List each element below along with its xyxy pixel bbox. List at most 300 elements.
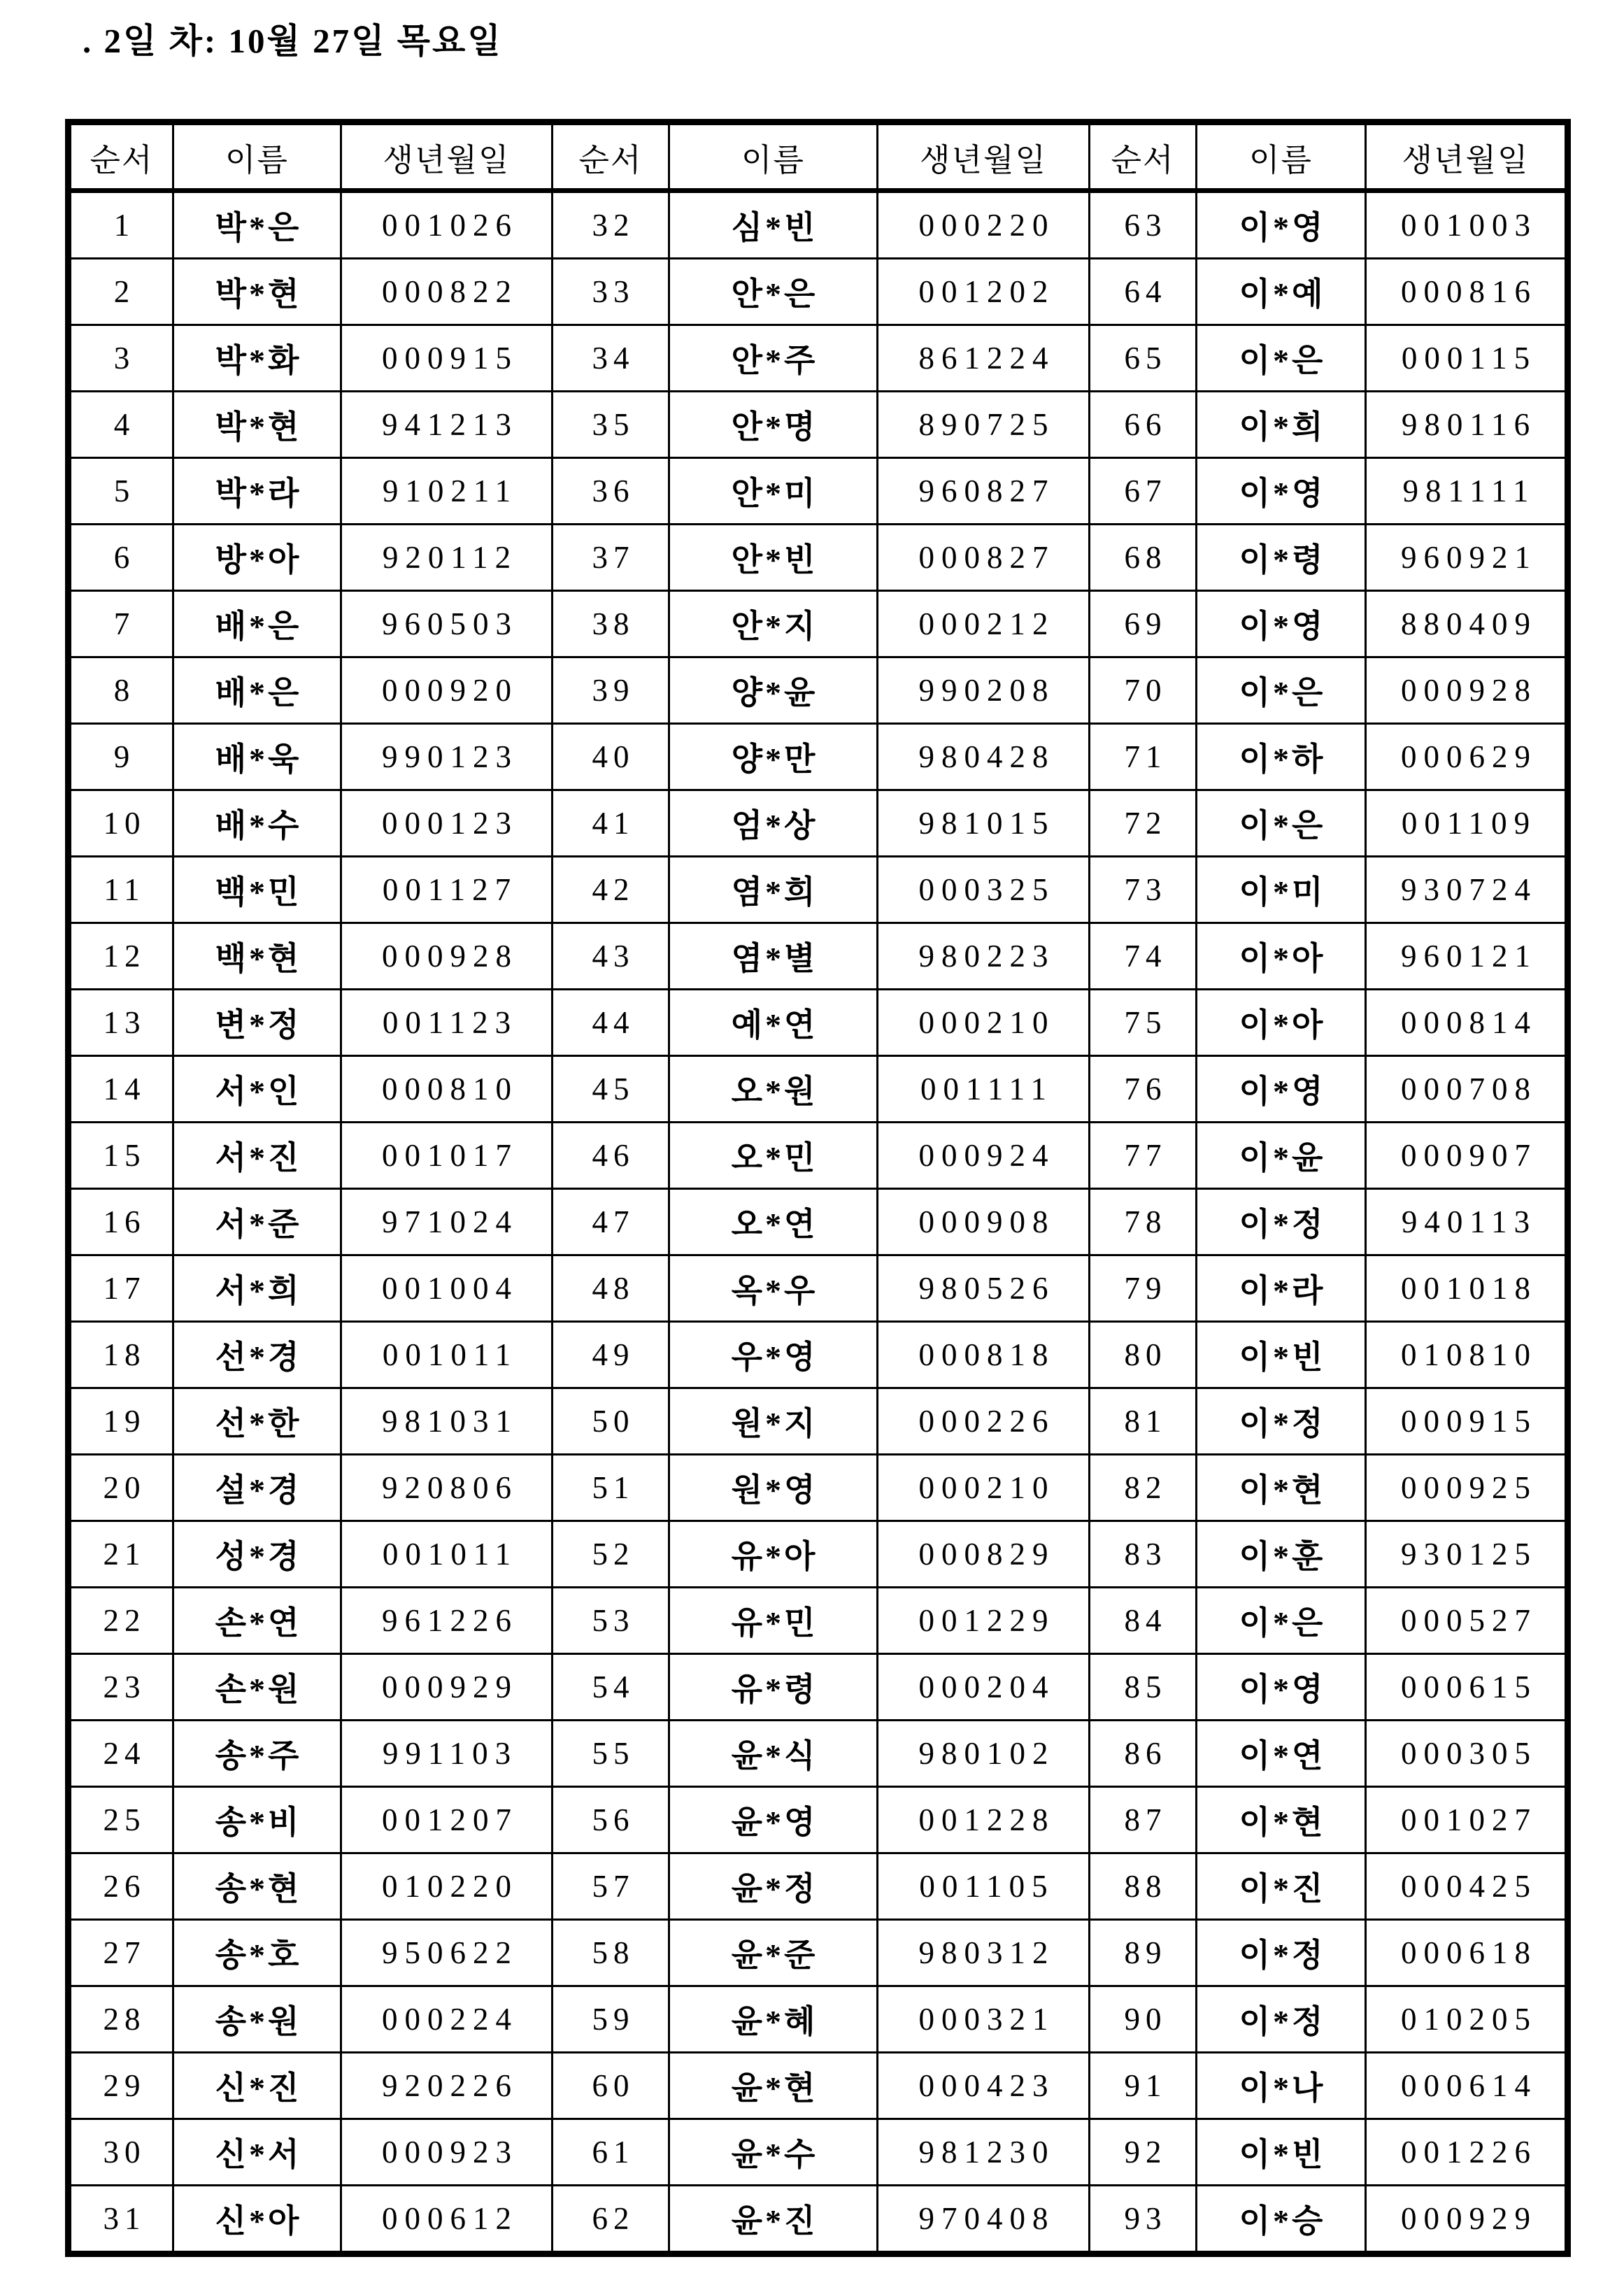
cell-birth: 980102	[878, 1721, 1090, 1787]
cell-name: 이*나	[1197, 2053, 1366, 2119]
cell-order: 61	[553, 2119, 669, 2186]
cell-order: 20	[69, 1455, 173, 1521]
cell-order: 56	[553, 1787, 669, 1853]
cell-birth: 000829	[878, 1521, 1090, 1588]
cell-order: 77	[1090, 1123, 1197, 1189]
cell-name: 배*은	[173, 657, 341, 724]
cell-order: 39	[553, 657, 669, 724]
cell-name: 이*승	[1197, 2186, 1366, 2254]
cell-name: 이*정	[1197, 1986, 1366, 2053]
cell-order: 57	[553, 1853, 669, 1920]
cell-name: 이*은	[1197, 657, 1366, 724]
cell-name: 박*현	[173, 259, 341, 325]
cell-order: 33	[553, 259, 669, 325]
cell-name: 박*은	[173, 191, 341, 259]
table-row	[69, 1322, 1568, 1388]
cell-name: 이*하	[1197, 724, 1366, 790]
cell-order: 69	[1090, 591, 1197, 657]
cell-order: 76	[1090, 1056, 1197, 1123]
cell-name: 백*현	[173, 923, 341, 990]
cell-name: 배*은	[173, 591, 341, 657]
cell-birth: 960827	[878, 458, 1090, 525]
table-row	[69, 525, 1568, 591]
table-row	[69, 191, 1568, 259]
cell-birth: 000210	[878, 1455, 1090, 1521]
cell-order: 1	[69, 191, 173, 259]
cell-order: 58	[553, 1920, 669, 1986]
cell-order: 83	[1090, 1521, 1197, 1588]
cell-order: 29	[69, 2053, 173, 2119]
cell-order: 21	[69, 1521, 173, 1588]
cell-birth: 010220	[341, 1853, 553, 1920]
cell-order: 75	[1090, 990, 1197, 1056]
cell-name: 염*별	[669, 923, 878, 990]
table-row	[69, 2186, 1568, 2254]
cell-name: 배*수	[173, 790, 341, 857]
cell-order: 48	[553, 1255, 669, 1322]
cell-name: 안*은	[669, 259, 878, 325]
cell-birth: 001027	[1366, 1787, 1568, 1853]
cell-birth: 930724	[1366, 857, 1568, 923]
cell-birth: 000907	[1366, 1123, 1568, 1189]
table-row	[69, 1455, 1568, 1521]
cell-order: 89	[1090, 1920, 1197, 1986]
cell-birth: 000818	[878, 1322, 1090, 1388]
cell-order: 51	[553, 1455, 669, 1521]
table-row	[69, 790, 1568, 857]
cell-order: 40	[553, 724, 669, 790]
cell-order: 63	[1090, 191, 1197, 259]
cell-birth: 000305	[1366, 1721, 1568, 1787]
cell-birth: 000226	[878, 1388, 1090, 1455]
table-row	[69, 1255, 1568, 1322]
cell-name: 배*욱	[173, 724, 341, 790]
cell-name: 안*주	[669, 325, 878, 392]
cell-birth: 010205	[1366, 1986, 1568, 2053]
cell-birth: 960921	[1366, 525, 1568, 591]
cell-name: 이*은	[1197, 790, 1366, 857]
cell-order: 15	[69, 1123, 173, 1189]
table-row	[69, 1920, 1568, 1986]
cell-name: 박*화	[173, 325, 341, 392]
cell-birth: 990208	[878, 657, 1090, 724]
cell-order: 2	[69, 259, 173, 325]
cell-birth: 000810	[341, 1056, 553, 1123]
cell-order: 35	[553, 392, 669, 458]
cell-name: 예*연	[669, 990, 878, 1056]
cell-birth: 001105	[878, 1853, 1090, 1920]
cell-name: 송*비	[173, 1787, 341, 1853]
table-row	[69, 1056, 1568, 1123]
cell-name: 송*원	[173, 1986, 341, 2053]
cell-order: 74	[1090, 923, 1197, 990]
cell-name: 이*영	[1197, 458, 1366, 525]
cell-birth: 001111	[878, 1056, 1090, 1123]
cell-order: 71	[1090, 724, 1197, 790]
cell-order: 50	[553, 1388, 669, 1455]
cell-order: 5	[69, 458, 173, 525]
cell-name: 송*호	[173, 1920, 341, 1986]
cell-order: 66	[1090, 392, 1197, 458]
table-row	[69, 1388, 1568, 1455]
cell-name: 이*현	[1197, 1455, 1366, 1521]
cell-order: 6	[69, 525, 173, 591]
cell-birth: 980223	[878, 923, 1090, 990]
cell-name: 오*연	[669, 1189, 878, 1255]
cell-name: 설*경	[173, 1455, 341, 1521]
cell-name: 윤*수	[669, 2119, 878, 2186]
cell-order: 24	[69, 1721, 173, 1787]
cell-order: 87	[1090, 1787, 1197, 1853]
cell-order: 70	[1090, 657, 1197, 724]
cell-name: 방*아	[173, 525, 341, 591]
cell-name: 선*경	[173, 1322, 341, 1388]
cell-order: 19	[69, 1388, 173, 1455]
table-row	[69, 1123, 1568, 1189]
cell-order: 82	[1090, 1455, 1197, 1521]
cell-birth: 000908	[878, 1189, 1090, 1255]
table-row	[69, 657, 1568, 724]
cell-birth: 000615	[1366, 1654, 1568, 1721]
page-title: . 2일 차: 10월 27일 목요일	[83, 22, 503, 60]
cell-birth: 001003	[1366, 191, 1568, 259]
cell-birth: 000210	[878, 990, 1090, 1056]
cell-name: 이*영	[1197, 591, 1366, 657]
col-header-name: 이름	[669, 122, 878, 191]
cell-name: 윤*혜	[669, 1986, 878, 2053]
cell-name: 이*아	[1197, 990, 1366, 1056]
cell-name: 송*현	[173, 1853, 341, 1920]
table-row	[69, 1853, 1568, 1920]
cell-order: 90	[1090, 1986, 1197, 2053]
cell-order: 14	[69, 1056, 173, 1123]
cell-order: 37	[553, 525, 669, 591]
cell-birth: 000425	[1366, 1853, 1568, 1920]
cell-order: 36	[553, 458, 669, 525]
cell-name: 이*빈	[1197, 2119, 1366, 2186]
cell-name: 이*령	[1197, 525, 1366, 591]
cell-name: 이*연	[1197, 1721, 1366, 1787]
cell-birth: 950622	[341, 1920, 553, 1986]
cell-name: 안*빈	[669, 525, 878, 591]
cell-name: 이*현	[1197, 1787, 1366, 1853]
cell-birth: 990123	[341, 724, 553, 790]
cell-birth: 000928	[1366, 657, 1568, 724]
cell-birth: 001011	[341, 1322, 553, 1388]
cell-birth: 930125	[1366, 1521, 1568, 1588]
cell-order: 10	[69, 790, 173, 857]
cell-name: 이*진	[1197, 1853, 1366, 1920]
cell-name: 양*만	[669, 724, 878, 790]
cell-order: 78	[1090, 1189, 1197, 1255]
cell-birth: 920112	[341, 525, 553, 591]
cell-name: 이*영	[1197, 1654, 1366, 1721]
cell-birth: 000915	[341, 325, 553, 392]
cell-birth: 000115	[1366, 325, 1568, 392]
cell-order: 53	[553, 1588, 669, 1654]
cell-birth: 001109	[1366, 790, 1568, 857]
cell-order: 79	[1090, 1255, 1197, 1322]
col-header-birthdate: 생년월일	[341, 122, 553, 191]
cell-order: 25	[69, 1787, 173, 1853]
cell-birth: 010810	[1366, 1322, 1568, 1388]
cell-order: 72	[1090, 790, 1197, 857]
cell-birth: 001229	[878, 1588, 1090, 1654]
cell-name: 이*훈	[1197, 1521, 1366, 1588]
cell-birth: 960503	[341, 591, 553, 657]
cell-birth: 980312	[878, 1920, 1090, 1986]
cell-name: 엄*상	[669, 790, 878, 857]
cell-name: 선*한	[173, 1388, 341, 1455]
table-row	[69, 857, 1568, 923]
cell-name: 성*경	[173, 1521, 341, 1588]
cell-birth: 890725	[878, 392, 1090, 458]
cell-name: 심*빈	[669, 191, 878, 259]
cell-order: 8	[69, 657, 173, 724]
cell-birth: 920226	[341, 2053, 553, 2119]
cell-name: 원*영	[669, 1455, 878, 1521]
cell-order: 30	[69, 2119, 173, 2186]
cell-birth: 001004	[341, 1255, 553, 1322]
cell-birth: 980526	[878, 1255, 1090, 1322]
cell-birth: 000629	[1366, 724, 1568, 790]
cell-name: 손*연	[173, 1588, 341, 1654]
cell-name: 윤*정	[669, 1853, 878, 1920]
cell-name: 이*정	[1197, 1388, 1366, 1455]
cell-birth: 000325	[878, 857, 1090, 923]
cell-name: 윤*현	[669, 2053, 878, 2119]
cell-name: 변*정	[173, 990, 341, 1056]
cell-birth: 000929	[1366, 2186, 1568, 2254]
cell-order: 86	[1090, 1721, 1197, 1787]
cell-birth: 981015	[878, 790, 1090, 857]
cell-birth: 000212	[878, 591, 1090, 657]
table-row	[69, 1986, 1568, 2053]
cell-birth: 000920	[341, 657, 553, 724]
cell-name: 염*희	[669, 857, 878, 923]
cell-birth: 000614	[1366, 2053, 1568, 2119]
cell-order: 4	[69, 392, 173, 458]
cell-order: 62	[553, 2186, 669, 2254]
cell-order: 68	[1090, 525, 1197, 591]
cell-order: 44	[553, 990, 669, 1056]
cell-order: 52	[553, 1521, 669, 1588]
cell-birth: 000923	[341, 2119, 553, 2186]
table-row	[69, 458, 1568, 525]
cell-name: 손*원	[173, 1654, 341, 1721]
cell-order: 42	[553, 857, 669, 923]
table-row	[69, 259, 1568, 325]
cell-name: 이*라	[1197, 1255, 1366, 1322]
cell-birth: 000423	[878, 2053, 1090, 2119]
cell-order: 88	[1090, 1853, 1197, 1920]
cell-name: 이*은	[1197, 1588, 1366, 1654]
cell-birth: 000224	[341, 1986, 553, 2053]
cell-name: 원*지	[669, 1388, 878, 1455]
cell-order: 28	[69, 1986, 173, 2053]
cell-birth: 000827	[878, 525, 1090, 591]
col-header-birthdate: 생년월일	[1366, 122, 1568, 191]
cell-order: 73	[1090, 857, 1197, 923]
table-row	[69, 724, 1568, 790]
cell-name: 윤*진	[669, 2186, 878, 2254]
cell-order: 16	[69, 1189, 173, 1255]
table-row	[69, 1721, 1568, 1787]
table-row	[69, 325, 1568, 392]
cell-birth: 981111	[1366, 458, 1568, 525]
col-header-order: 순서	[1090, 122, 1197, 191]
cell-birth: 000220	[878, 191, 1090, 259]
cell-order: 23	[69, 1654, 173, 1721]
cell-birth: 001011	[341, 1521, 553, 1588]
cell-birth: 941213	[341, 392, 553, 458]
cell-name: 이*영	[1197, 1056, 1366, 1123]
cell-name: 유*아	[669, 1521, 878, 1588]
table-row	[69, 923, 1568, 990]
cell-name: 이*미	[1197, 857, 1366, 923]
cell-birth: 000816	[1366, 259, 1568, 325]
cell-name: 이*아	[1197, 923, 1366, 990]
cell-order: 43	[553, 923, 669, 990]
cell-name: 안*명	[669, 392, 878, 458]
cell-birth: 980428	[878, 724, 1090, 790]
cell-order: 65	[1090, 325, 1197, 392]
table-row	[69, 1588, 1568, 1654]
table-row	[69, 392, 1568, 458]
cell-birth: 001018	[1366, 1255, 1568, 1322]
cell-birth: 000925	[1366, 1455, 1568, 1521]
cell-order: 11	[69, 857, 173, 923]
cell-birth: 000321	[878, 1986, 1090, 2053]
cell-order: 38	[553, 591, 669, 657]
cell-name: 오*민	[669, 1123, 878, 1189]
cell-birth: 981230	[878, 2119, 1090, 2186]
cell-order: 47	[553, 1189, 669, 1255]
cell-order: 32	[553, 191, 669, 259]
cell-birth: 000204	[878, 1654, 1090, 1721]
cell-name: 신*진	[173, 2053, 341, 2119]
col-header-order: 순서	[553, 122, 669, 191]
cell-birth: 000915	[1366, 1388, 1568, 1455]
cell-birth: 000708	[1366, 1056, 1568, 1123]
cell-name: 윤*영	[669, 1787, 878, 1853]
cell-birth: 000527	[1366, 1588, 1568, 1654]
col-header-name: 이름	[1197, 122, 1366, 191]
cell-order: 54	[553, 1654, 669, 1721]
table-row	[69, 1189, 1568, 1255]
cell-birth: 001026	[341, 191, 553, 259]
cell-birth: 000123	[341, 790, 553, 857]
cell-birth: 000618	[1366, 1920, 1568, 1986]
cell-name: 박*라	[173, 458, 341, 525]
cell-order: 55	[553, 1721, 669, 1787]
cell-name: 서*희	[173, 1255, 341, 1322]
table-row	[69, 2053, 1568, 2119]
cell-name: 이*영	[1197, 191, 1366, 259]
cell-name: 윤*준	[669, 1920, 878, 1986]
cell-name: 신*아	[173, 2186, 341, 2254]
cell-name: 유*령	[669, 1654, 878, 1721]
cell-order: 59	[553, 1986, 669, 2053]
table-row	[69, 591, 1568, 657]
cell-birth: 001123	[341, 990, 553, 1056]
col-header-birthdate: 생년월일	[878, 122, 1090, 191]
table-row	[69, 1521, 1568, 1588]
cell-birth: 991103	[341, 1721, 553, 1787]
cell-name: 서*준	[173, 1189, 341, 1255]
cell-name: 이*빈	[1197, 1322, 1366, 1388]
cell-name: 오*원	[669, 1056, 878, 1123]
cell-order: 93	[1090, 2186, 1197, 2254]
cell-name: 서*진	[173, 1123, 341, 1189]
table-row	[69, 2119, 1568, 2186]
cell-name: 이*정	[1197, 1920, 1366, 1986]
cell-birth: 920806	[341, 1455, 553, 1521]
cell-order: 80	[1090, 1322, 1197, 1388]
cell-order: 60	[553, 2053, 669, 2119]
cell-birth: 971024	[341, 1189, 553, 1255]
cell-order: 92	[1090, 2119, 1197, 2186]
cell-order: 9	[69, 724, 173, 790]
cell-birth: 001207	[341, 1787, 553, 1853]
header-row	[69, 122, 1568, 191]
cell-name: 서*인	[173, 1056, 341, 1123]
cell-name: 윤*식	[669, 1721, 878, 1787]
col-header-name: 이름	[173, 122, 341, 191]
cell-order: 17	[69, 1255, 173, 1322]
cell-name: 유*민	[669, 1588, 878, 1654]
cell-birth: 961226	[341, 1588, 553, 1654]
cell-birth: 970408	[878, 2186, 1090, 2254]
cell-name: 신*서	[173, 2119, 341, 2186]
cell-order: 3	[69, 325, 173, 392]
cell-order: 34	[553, 325, 669, 392]
cell-name: 박*현	[173, 392, 341, 458]
cell-order: 84	[1090, 1588, 1197, 1654]
cell-name: 이*은	[1197, 325, 1366, 392]
table-header	[69, 122, 1568, 191]
cell-birth: 001127	[341, 857, 553, 923]
cell-order: 41	[553, 790, 669, 857]
cell-birth: 000612	[341, 2186, 553, 2254]
cell-order: 26	[69, 1853, 173, 1920]
cell-birth: 000822	[341, 259, 553, 325]
cell-name: 안*지	[669, 591, 878, 657]
cell-name: 양*윤	[669, 657, 878, 724]
cell-order: 13	[69, 990, 173, 1056]
cell-order: 64	[1090, 259, 1197, 325]
cell-name: 이*예	[1197, 259, 1366, 325]
col-header-order: 순서	[69, 122, 173, 191]
cell-order: 45	[553, 1056, 669, 1123]
attendance-roster-table	[65, 119, 1571, 2257]
cell-birth: 000924	[878, 1123, 1090, 1189]
table-row	[69, 990, 1568, 1056]
cell-name: 이*윤	[1197, 1123, 1366, 1189]
cell-order: 67	[1090, 458, 1197, 525]
cell-order: 81	[1090, 1388, 1197, 1455]
cell-birth: 001226	[1366, 2119, 1568, 2186]
cell-order: 22	[69, 1588, 173, 1654]
cell-name: 안*미	[669, 458, 878, 525]
cell-birth: 001202	[878, 259, 1090, 325]
cell-birth: 940113	[1366, 1189, 1568, 1255]
cell-birth: 000928	[341, 923, 553, 990]
cell-birth: 001228	[878, 1787, 1090, 1853]
cell-birth: 861224	[878, 325, 1090, 392]
cell-order: 27	[69, 1920, 173, 1986]
table-row	[69, 1787, 1568, 1853]
